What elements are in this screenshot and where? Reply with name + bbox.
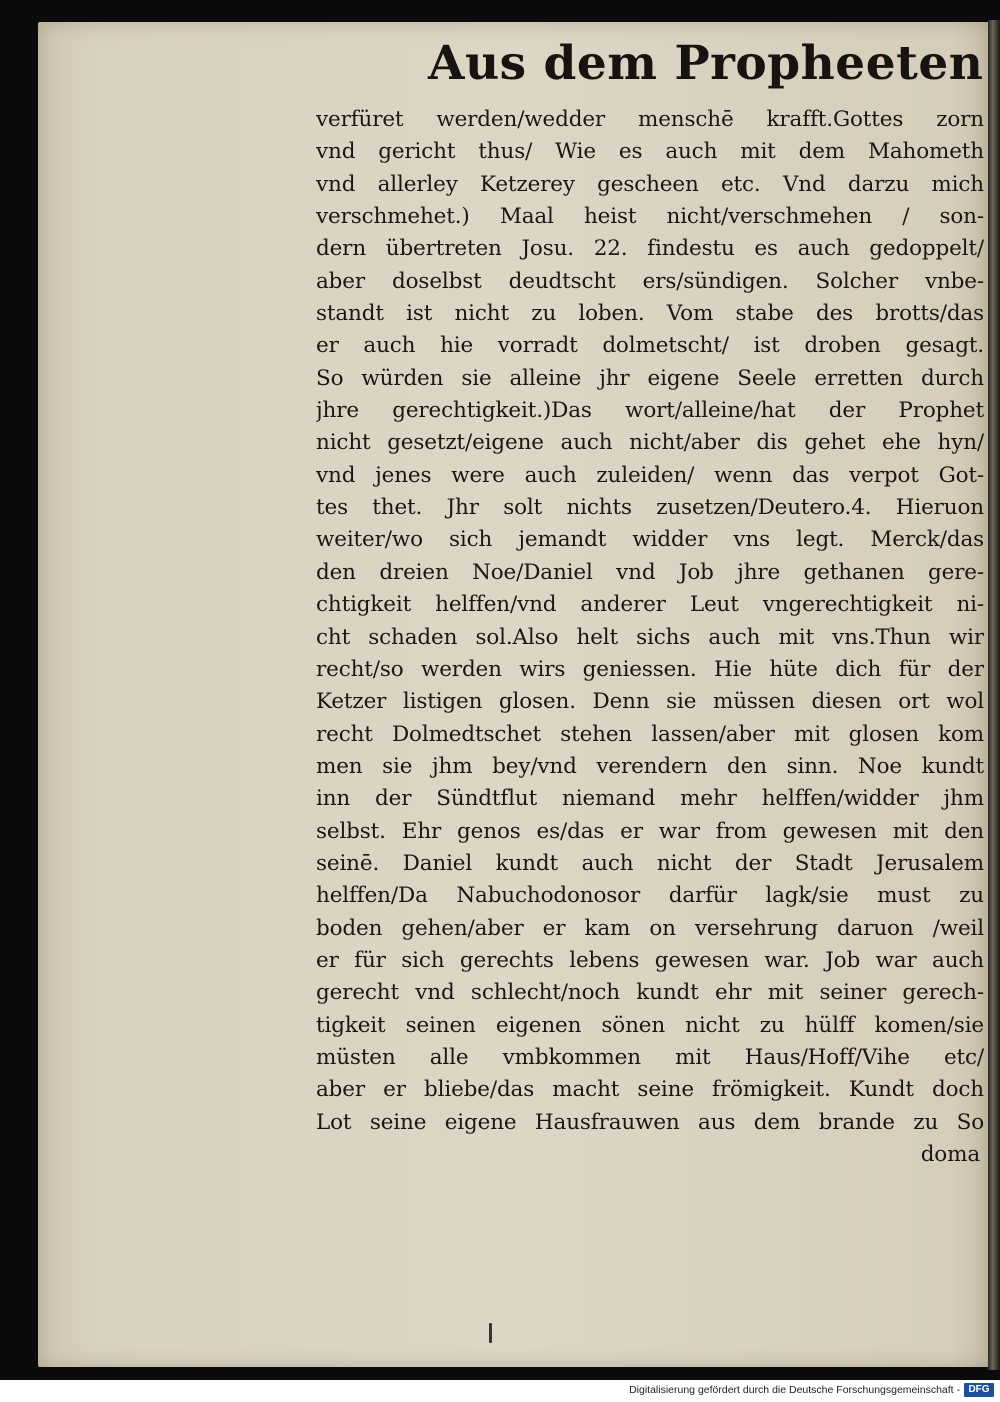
text-line: vnd jenes were auch zuleiden/ wenn das verpot Got- (316, 462, 984, 488)
text-line: nicht gesetzt/eigene auch nicht/aber dis gehet ehe hyn/ (316, 430, 984, 456)
text-line: Ketzer listigen glosen. Denn sie müssen diesen ort wol (316, 689, 984, 715)
running-title: Aus dem Propheeten (428, 36, 984, 91)
text-line: inn der Sündtflut niemand mehr helffen/widder jhm (316, 786, 984, 812)
text-line: recht/so werden wirs geniessen. Hie hüte dich für der (316, 656, 984, 682)
text-line: men sie jhm bey/vnd verendern den sinn. Noe kundt (316, 753, 984, 779)
text-line: müsten alle vmbkommen mit Haus/Hoff/Vihe etc/ (316, 1044, 984, 1070)
text-line: tigkeit seinen eigenen sönen nicht zu hülff komen/sie (316, 1012, 984, 1038)
text-line: dern übertreten Josu. 22. findestu es auch gedoppelt/ (316, 236, 984, 262)
footer-bar (0, 1380, 1000, 1402)
body-text (316, 104, 984, 1171)
text-line: er für sich gerechts lebens gewesen war. Job war auch (316, 947, 984, 973)
text-line: Lot seine eigene Hausfrauwen aus dem brande zu So (316, 1109, 984, 1135)
funding-credit: Digitalisierung gefördert durch die Deutsche Forschungsgemeinschaft - (629, 1384, 960, 1396)
catchword: doma (920, 1142, 980, 1167)
text-line: helffen/Da Nabuchodonosor darfür lagk/sie must zu (316, 883, 984, 909)
text-line: verfüret werden/wedder menschē krafft.Gottes zorn (316, 107, 984, 132)
text-line: aber doselbst deudtscht ers/sündigen. Solcher vnbe- (316, 268, 984, 294)
text-line: aber er bliebe/das macht seine frömigkeit. Kundt doch (316, 1077, 984, 1103)
signature-mark (489, 1323, 492, 1343)
text-line: chtigkeit helffen/vnd anderer Leut vngerechtigkeit ni- (316, 592, 984, 618)
text-line: selbst. Ehr genos es/das er war from gewesen mit den (316, 818, 984, 844)
text-line: jhre gerechtigkeit.)Das wort/alleine/hat der Prophet (316, 398, 984, 424)
text-line: gerecht vnd schlecht/noch kundt ehr mit seiner gerech- (316, 980, 984, 1006)
text-line: standt ist nicht zu loben. Vom stabe des brotts/das (316, 301, 984, 327)
text-line: vnd allerley Ketzerey gescheen etc. Vnd darzu mich (316, 171, 984, 197)
text-line: den dreien Noe/Daniel vnd Job jhre gethanen gere- (316, 559, 984, 585)
text-line: vnd gericht thus/ Wie es auch mit dem Mahometh (316, 139, 984, 165)
text-line: er auch hie vorradt dolmetscht/ ist droben gesagt. (316, 333, 984, 359)
text-line: tes thet. Jhr solt nichts zusetzen/Deutero.4. Hieruon (316, 495, 984, 521)
next-page-edge (988, 20, 1000, 1370)
dfg-logo: DFG (964, 1383, 994, 1397)
text-line: seinē. Daniel kundt auch nicht der Stadt Jerusalem (316, 850, 984, 876)
text-line: cht schaden sol.Also helt sichs auch mit vns.Thun wir (316, 624, 984, 650)
text-line: verschmehet.) Maal heist nicht/verschmehen / son- (316, 204, 984, 230)
text-line: So würden sie alleine jhr eigene Seele erretten durch (316, 365, 984, 391)
text-line: weiter/wo sich jemandt widder vns legt. Merck/das (316, 527, 984, 553)
text-line: boden gehen/aber er kam on versehrung daruon /weil (316, 915, 984, 941)
text-line: recht Dolmedtschet stehen lassen/aber mit glosen kom (316, 721, 984, 747)
